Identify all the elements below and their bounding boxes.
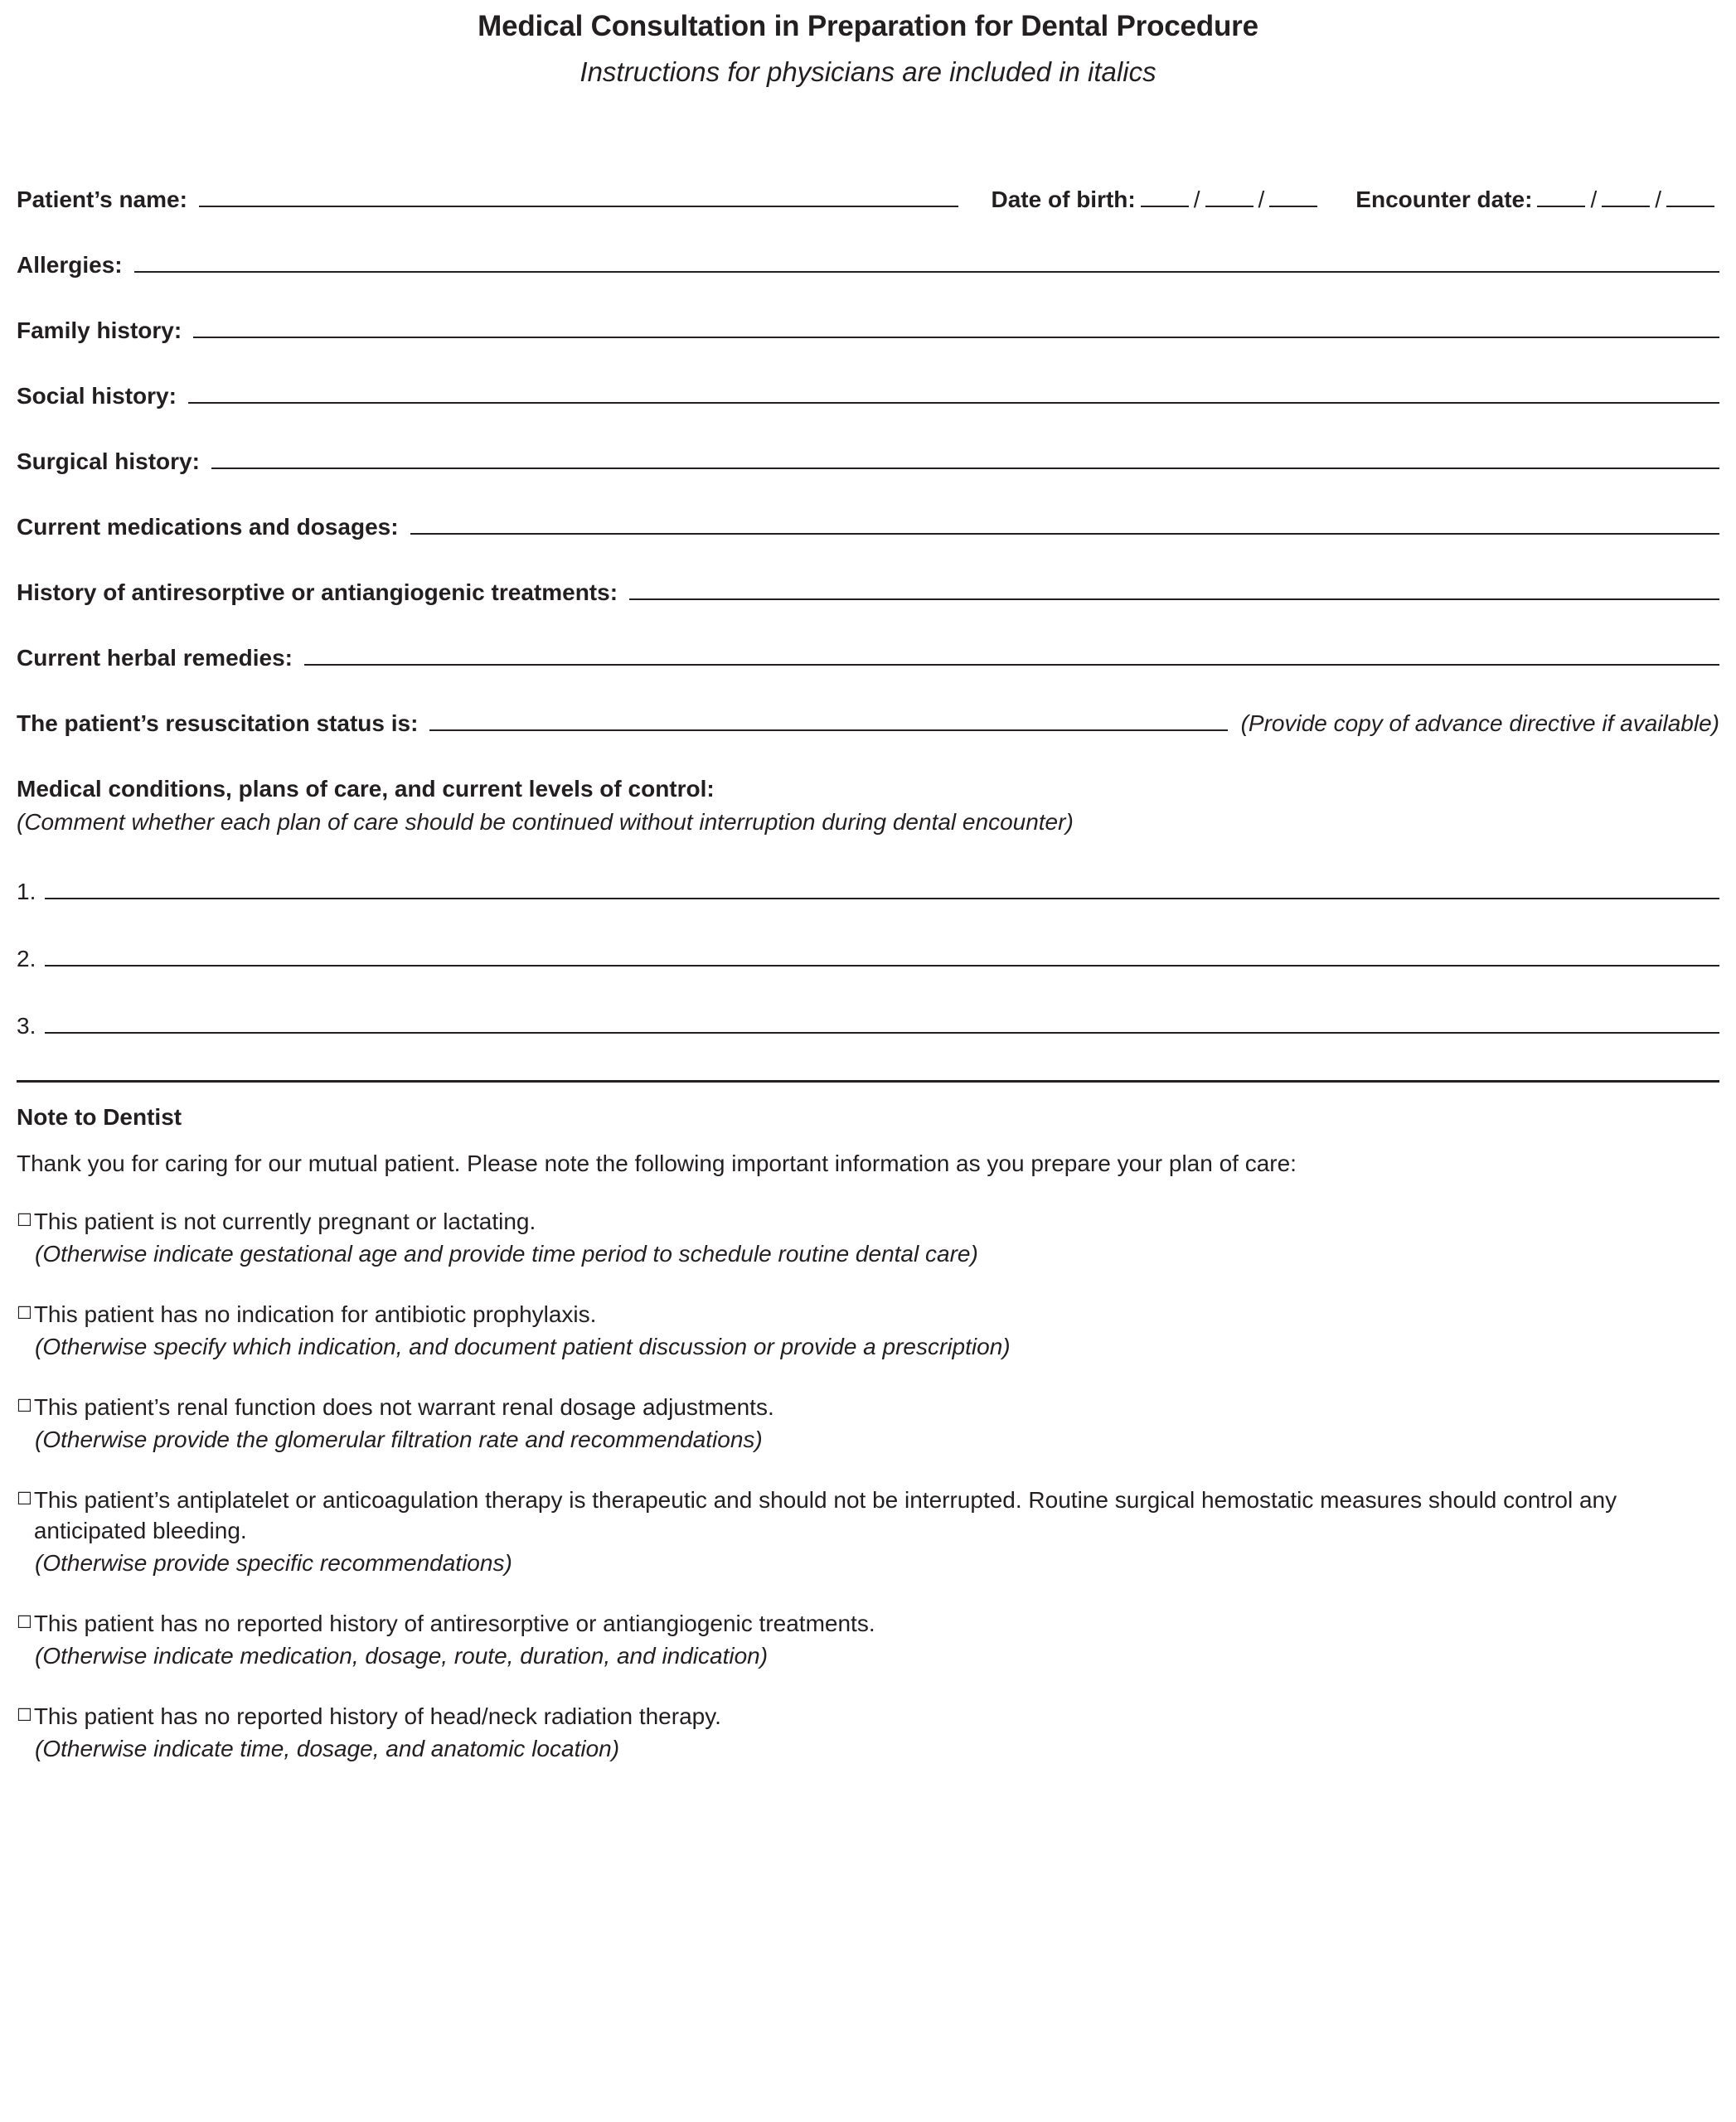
medical-condition-number-2: 2. bbox=[17, 946, 36, 971]
note-item-radiation bbox=[17, 1702, 1719, 1765]
note-item-anticoagulation bbox=[17, 1485, 1719, 1579]
allergies-input[interactable] bbox=[134, 253, 1719, 273]
checkbox-icon[interactable]: ☐ bbox=[17, 1396, 32, 1417]
current-medications-row bbox=[17, 514, 1719, 540]
note-item-antiresorptive bbox=[17, 1609, 1719, 1672]
antiresorptive-history-label: History of antiresorptive or antiangiogenic treatments: bbox=[17, 579, 618, 605]
resuscitation-status-label: The patient’s resuscitation status is: bbox=[17, 710, 419, 736]
note-to-dentist-title: Note to Dentist bbox=[17, 1104, 182, 1130]
checkbox-icon[interactable]: ☐ bbox=[17, 1489, 32, 1509]
section-divider bbox=[17, 1080, 1719, 1083]
antiresorptive-history-input[interactable] bbox=[629, 580, 1719, 600]
surgical-history-label: Surgical history: bbox=[17, 448, 200, 474]
allergies-row bbox=[17, 252, 1719, 279]
herbal-remedies-label: Current herbal remedies: bbox=[17, 645, 293, 671]
dob-day-input[interactable] bbox=[1205, 187, 1254, 207]
current-medications-input[interactable] bbox=[410, 515, 1719, 535]
family-history-input[interactable] bbox=[193, 318, 1719, 338]
note-item-pregnancy-text: This patient is not currently pregnant or lactating. bbox=[33, 1209, 536, 1235]
dob-year-input[interactable] bbox=[1269, 187, 1317, 207]
dob-slash-1: / bbox=[1193, 187, 1200, 212]
note-item-radiation-text: This patient has no reported history of head/neck radiation therapy. bbox=[33, 1703, 721, 1729]
document-subtitle: Instructions for physicians are included in italics bbox=[579, 56, 1157, 87]
resuscitation-status-input[interactable] bbox=[429, 711, 1227, 731]
checkbox-icon[interactable]: ☐ bbox=[17, 1210, 32, 1231]
medical-condition-row-1 bbox=[17, 879, 1719, 905]
family-history-label: Family history: bbox=[17, 317, 182, 343]
document-page bbox=[0, 8, 1736, 1819]
checkbox-icon[interactable]: ☐ bbox=[17, 1611, 32, 1632]
encounter-date-label: Encounter date: bbox=[1355, 187, 1533, 212]
encounter-slash-2: / bbox=[1655, 187, 1661, 212]
patient-name-label: Patient’s name: bbox=[17, 187, 187, 212]
medical-condition-number-3: 3. bbox=[17, 1013, 36, 1039]
encounter-slash-1: / bbox=[1590, 187, 1598, 212]
note-item-antibiotic-prophylaxis-text: This patient has no indication for antibiotic prophylaxis. bbox=[33, 1301, 597, 1328]
family-history-row bbox=[17, 317, 1719, 344]
patient-name-input[interactable] bbox=[199, 187, 958, 207]
checkbox-icon[interactable]: ☐ bbox=[17, 1303, 32, 1324]
medical-condition-input-1[interactable] bbox=[45, 881, 1719, 899]
note-item-anticoagulation-text: This patient’s antiplatelet or anticoagulation therapy is therapeutic and should not be interrupted. Routine surgical hemostatic measures should control any anticipated bleeding. bbox=[33, 1487, 1617, 1544]
encounter-year-input[interactable] bbox=[1666, 187, 1714, 207]
herbal-remedies-input[interactable] bbox=[304, 646, 1719, 666]
medical-conditions-instruction: (Comment whether each plan of care should be continued without interruption during dental encounter) bbox=[17, 809, 1074, 835]
antiresorptive-history-row bbox=[17, 579, 1719, 606]
date-of-birth-group bbox=[992, 187, 1323, 213]
encounter-month-input[interactable] bbox=[1537, 187, 1585, 207]
note-item-pregnancy-instruction: (Otherwise indicate gestational age and provide time period to schedule routine dental care) bbox=[35, 1241, 978, 1267]
note-item-radiation-instruction: (Otherwise indicate time, dosage, and anatomic location) bbox=[35, 1735, 620, 1761]
medical-condition-row-3 bbox=[17, 1013, 1719, 1039]
encounter-day-input[interactable] bbox=[1602, 187, 1650, 207]
encounter-date-group bbox=[1355, 187, 1719, 213]
note-item-renal-function-instruction: (Otherwise provide the glomerular filtration rate and recommendations) bbox=[35, 1427, 763, 1453]
note-item-antibiotic-prophylaxis-instruction: (Otherwise specify which indication, and document patient discussion or provide a prescription) bbox=[35, 1334, 1011, 1360]
dob-month-input[interactable] bbox=[1141, 187, 1189, 207]
medical-condition-input-3[interactable] bbox=[45, 1015, 1719, 1034]
note-item-pregnancy bbox=[17, 1207, 1719, 1270]
patient-name-row bbox=[17, 187, 1719, 213]
note-item-antibiotic-prophylaxis bbox=[17, 1300, 1719, 1363]
note-to-dentist-intro: Thank you for caring for our mutual patient. Please note the following important information as you prepare your plan of care: bbox=[17, 1151, 1297, 1176]
surgical-history-input[interactable] bbox=[211, 449, 1719, 469]
resuscitation-status-row bbox=[17, 710, 1719, 737]
current-medications-label: Current medications and dosages: bbox=[17, 514, 399, 540]
resuscitation-status-note: (Provide copy of advance directive if available) bbox=[1240, 710, 1719, 736]
herbal-remedies-row bbox=[17, 645, 1719, 671]
patient-information-form bbox=[17, 187, 1719, 1039]
medical-conditions-heading: Medical conditions, plans of care, and current levels of control: bbox=[17, 776, 715, 802]
surgical-history-row bbox=[17, 448, 1719, 475]
note-to-dentist-section bbox=[17, 1104, 1719, 1765]
checkbox-icon[interactable]: ☐ bbox=[17, 1704, 32, 1725]
social-history-input[interactable] bbox=[188, 384, 1719, 404]
note-item-renal-function bbox=[17, 1393, 1719, 1456]
allergies-label: Allergies: bbox=[17, 252, 123, 278]
note-item-anticoagulation-instruction: (Otherwise provide specific recommendations) bbox=[35, 1550, 512, 1577]
medical-condition-input-2[interactable] bbox=[45, 948, 1719, 967]
social-history-row bbox=[17, 383, 1719, 409]
note-item-antiresorptive-text: This patient has no reported history of antiresorptive or antiangiogenic treatments. bbox=[33, 1610, 875, 1636]
note-item-renal-function-text: This patient’s renal function does not warrant renal dosage adjustments. bbox=[33, 1394, 774, 1421]
date-of-birth-label: Date of birth: bbox=[991, 187, 1136, 212]
note-item-antiresorptive-instruction: (Otherwise indicate medication, dosage, route, duration, and indication) bbox=[35, 1642, 769, 1669]
document-title: Medical Consultation in Preparation for Dental Procedure bbox=[478, 10, 1258, 42]
dob-slash-2: / bbox=[1258, 187, 1265, 212]
medical-condition-number-1: 1. bbox=[17, 879, 36, 904]
medical-conditions-list bbox=[17, 879, 1719, 1039]
medical-condition-row-2 bbox=[17, 946, 1719, 972]
social-history-label: Social history: bbox=[17, 383, 177, 409]
